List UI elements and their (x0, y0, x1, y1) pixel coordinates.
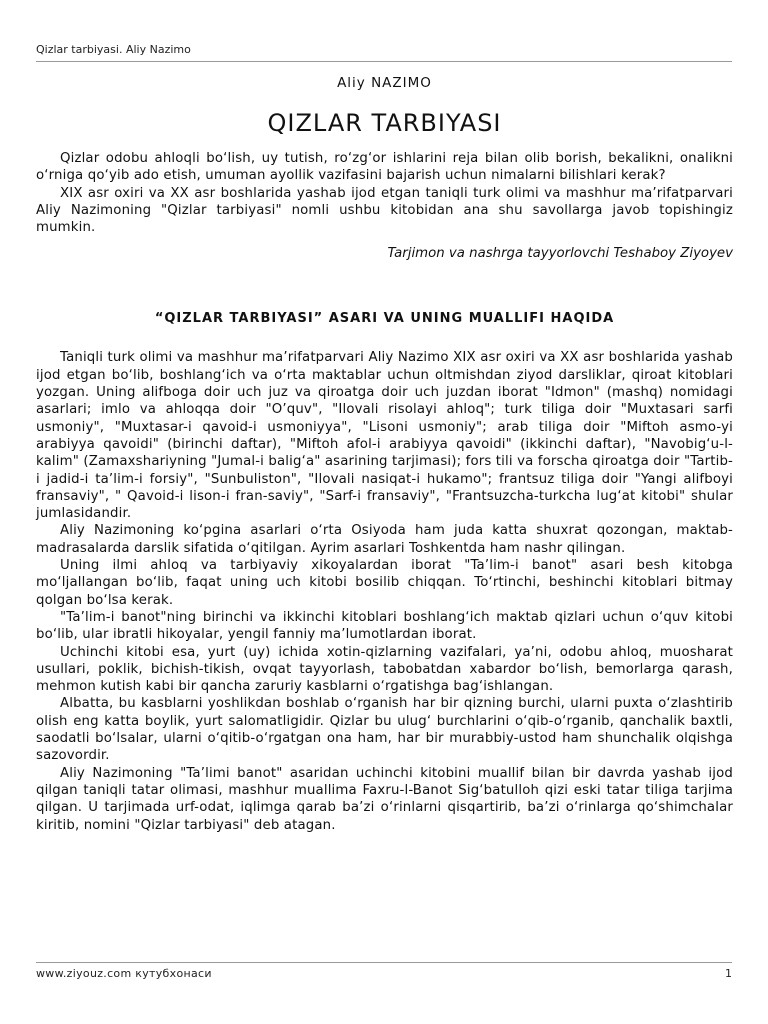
author-name: Aliy NAZIMO (337, 75, 432, 91)
document-title: QIZLAR TARBIYASI (267, 109, 502, 137)
page-number: 1 (725, 967, 732, 980)
translator-credit: Tarjimon va nashrga tayyorlovchi Teshaboy Ziyoyev (387, 246, 733, 262)
intro-paragraph: Qizlar odobu ahloqli bo‘lish, uy tutish, ro‘zg‘or ishlarini reja bilan olib borish, bekalikni, onalikni o‘rniga qo‘yib ado etish, umuman ayollik vazifasini bajarish uchun nimalarni bilishlari kerak? (36, 151, 733, 184)
body-paragraph: Aliy Nazimoning "Ta’limi banot" asaridan uchinchi kitobini muallif bilan bir davrda yashab ijod qilgan taniqli tatar olimasi, mashhur muallima Faxru-l-Banot Sig‘batulloh qizi eski tatar tiliga tarjima qilgan. U tarjimada urf-odat, iqlimga qarab ba’zi o‘rinlarni qisqartirib, ba’zi o‘rinlarga qo‘shimchalar kiritib, nomini "Qizlar tarbiyasi" deb atagan. (36, 765, 733, 833)
header-divider (36, 61, 732, 62)
document-body (36, 72, 733, 834)
body-paragraph: Albatta, bu kasblarni yoshlikdan boshlab o‘rganish har bir qizning burchi, ularni puxta o‘zlashtirib olish eng katta boylik, yurt salomatligidir. Qizlar bu ulug‘ burchlarini o‘qib-o‘rganib, qanchalik baxtli, saodatli bo‘lsalar, ularni o‘qitib-o‘rgatgan ona ham, har bir murabbiy-ustod ham shunchalik olqishga sazovordir. (36, 696, 733, 764)
body-paragraph: Uning ilmi ahloq va tarbiyaviy xikoyalardan iborat "Ta’lim-i banot" asari besh kitobga mo‘ljallangan bo‘lib, faqat uning uch kitobi bosilib chiqqan. To‘rtinchi, beshinchi kitoblari bitmay qolgan bo‘lsa kerak. (36, 558, 733, 608)
body-paragraph: Uchinchi kitobi esa, yurt (uy) ichida xotin-qizlarning vazifalari, ya’ni, odobu ahloq, muosharat usullari, poklik, bichish-tikish, ovqat tayyorlash, tabobatdan xabardor bo‘lish, bemorlarga qarash, mehmon kutish kabi bir qancha zaruriy kasblarni o‘rgatishga bag‘ishlangan. (36, 644, 733, 695)
running-header: Qizlar tarbiyasi. Aliy Nazimo (36, 43, 191, 56)
intro-paragraph: XIX asr oxiri va XX asr boshlarida yashab ijod etgan taniqli turk olimi va mashhur ma’rifatparvari Aliy Nazimoning "Qizlar tarbiyasi" nomli ushbu kitobidan ana shu savollarga javob topishingiz mumkin. (36, 185, 733, 236)
footer-source: www.ziyouz.com кутубхонаси (36, 967, 212, 980)
body-paragraph: Aliy Nazimoning ko‘pgina asarlari o‘rta Osiyoda ham juda katta shuxrat qozongan, maktab-madrasalarda darslik sifatida o‘qitilgan. Ayrim asarlari Toshkentda ham nashr qilingan. (36, 523, 733, 556)
section-heading: “QIZLAR TARBIYASI” ASARI VA UNING MUALLIFI HAQIDA (154, 311, 615, 327)
body-paragraph: Taniqli turk olimi va mashhur ma’rifatparvari Aliy Nazimo XIX asr oxiri va XX asr boshlarida yashab ijod etgan bo‘lib, boshlang‘ich va o‘rta maktablar uchun oltmishdan ziyod darsliklar, qiroat kitoblari yozgan. Uning alifboga doir uch juz va qiroatga doir uch juzdan iborat "Idmon" (mashq) nomidagi asarlari; imlo va ahloqqa doir "O’quv", "Ilovali risolayi ahloq"; turk tiliga doir "Muxtasari sarfi usmoniy", "Muxtasar-i qavoid-i usmoniyya", "Lisoni usmoniy"; arab tiliga doir "Miftoh asmo-yi arabiyya qavoidi" (birinchi daftar), "Miftoh afol-i arabiyya qavoidi" (ikkinchi daftar), "Navobig‘u-l-kalim" (Zamaxshariyning "Jumal-i balig‘a" asarining tarjimasi); fors tili va forscha qiroatga doir "Tartib-i jadid-i ta’lim-i forsiy", "Sunbuliston", "Ilovali nasiqat-i hukamo"; frantsuz tiliga doir "Yangi alifboyi fransaviy", " Qavoid-i lison-i fran-saviy", "Sarf-i fransaviy", "Frantsuzcha-turkcha lug‘at kitobi" shular jumlasidandir. (36, 350, 733, 522)
footer-divider (36, 962, 732, 963)
body-paragraph: "Ta’lim-i banot"ning birinchi va ikkinchi kitoblari boshlang‘ich maktab qizlari uchun o‘quv kitobi bo‘lib, ular ibratli hikoyalar, yengil fanniy ma’lumotlardan iborat. (36, 609, 733, 643)
